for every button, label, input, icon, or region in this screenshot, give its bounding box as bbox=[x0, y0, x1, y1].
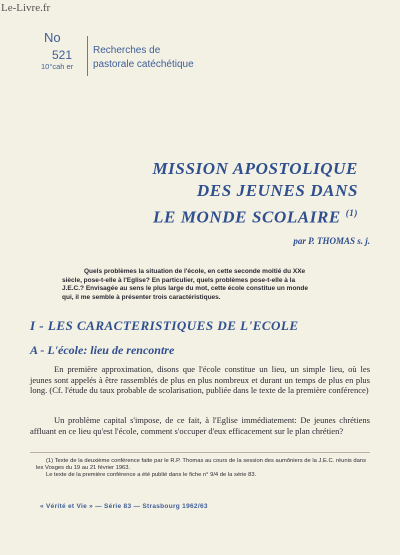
intro-line1: Quels problèmes la situation de l'école, en cette seconde moitié du XXe bbox=[84, 268, 306, 275]
footnote-divider bbox=[30, 452, 370, 453]
body-paragraph-1 bbox=[30, 364, 370, 396]
series-title bbox=[93, 44, 243, 72]
series-title-line1: Recherches de bbox=[93, 45, 161, 56]
series-cahier: 10°cah er bbox=[41, 62, 74, 71]
page-footer: « Vérité et Vie » — Série 83 — Strasbourg 1962/63 bbox=[40, 503, 208, 510]
intro-line4: qui, il me semble à présenter trois caractéristiques. bbox=[62, 293, 221, 301]
title-line3-text: LE MONDE SCOLAIRE bbox=[153, 207, 341, 227]
article-title bbox=[118, 158, 358, 229]
paragraph-text: En première approximation, disons que l'école constitue un lieu, un simple lieu, où les jeunes sont appelés à être rassemblés de plus en plus nombreux et durant un temps de plus en plus long. (Cf. l'étude du taux probable de scolarisation, publiée dans le texte de la première conférence) bbox=[30, 364, 370, 396]
title-line2: DES JEUNES DANS bbox=[196, 181, 358, 200]
footnotes bbox=[36, 458, 366, 480]
title-line1: MISSION APOSTOLIQUE bbox=[152, 159, 358, 178]
title-line3 bbox=[118, 202, 358, 229]
site-logo: Le-Livre.fr bbox=[1, 2, 51, 14]
section-heading: I - LES CARACTERISTIQUES DE L'ECOLE bbox=[30, 318, 299, 333]
intro-line3: J.E.C.? Envisagée au sens le plus large du mot, cette école constitue un monde bbox=[62, 285, 308, 292]
intro-paragraph bbox=[62, 268, 356, 302]
series-title-line2: pastorale catéchétique bbox=[93, 59, 194, 70]
footnote-1: (1) Texte de la deuxième conférence faite par le R.P. Thomas au cours de la session des aumôniers de la J.E.C. réunis dans les Vosges du 19 au 21 février 1963. bbox=[36, 458, 366, 472]
series-number: 521 bbox=[52, 48, 73, 62]
body-paragraph-2 bbox=[30, 415, 370, 436]
intro-line2: siècle, pose-t-elle à l'Eglise? En particulier, quels problèmes pose-t-elle à la bbox=[62, 276, 296, 284]
author-byline: par P. THOMAS s. j. bbox=[293, 236, 370, 246]
series-no-label: No bbox=[44, 30, 61, 45]
paragraph-text: Un problème capital s'impose, de ce fait, à l'Eglise immédiatement: De jeunes chrétiens affluant en ce lieu qu'est l'école, comment s'occuper d'eux efficacement sur le plan chrétien? bbox=[30, 415, 370, 436]
title-footnote-mark: (1) bbox=[345, 208, 358, 218]
subsection-heading: A - L'école: lieu de rencontre bbox=[30, 343, 175, 357]
footnote-2: Le texte de la première conférence a été publié dans le fiche n° 9/4 de la série 83. bbox=[46, 472, 257, 479]
